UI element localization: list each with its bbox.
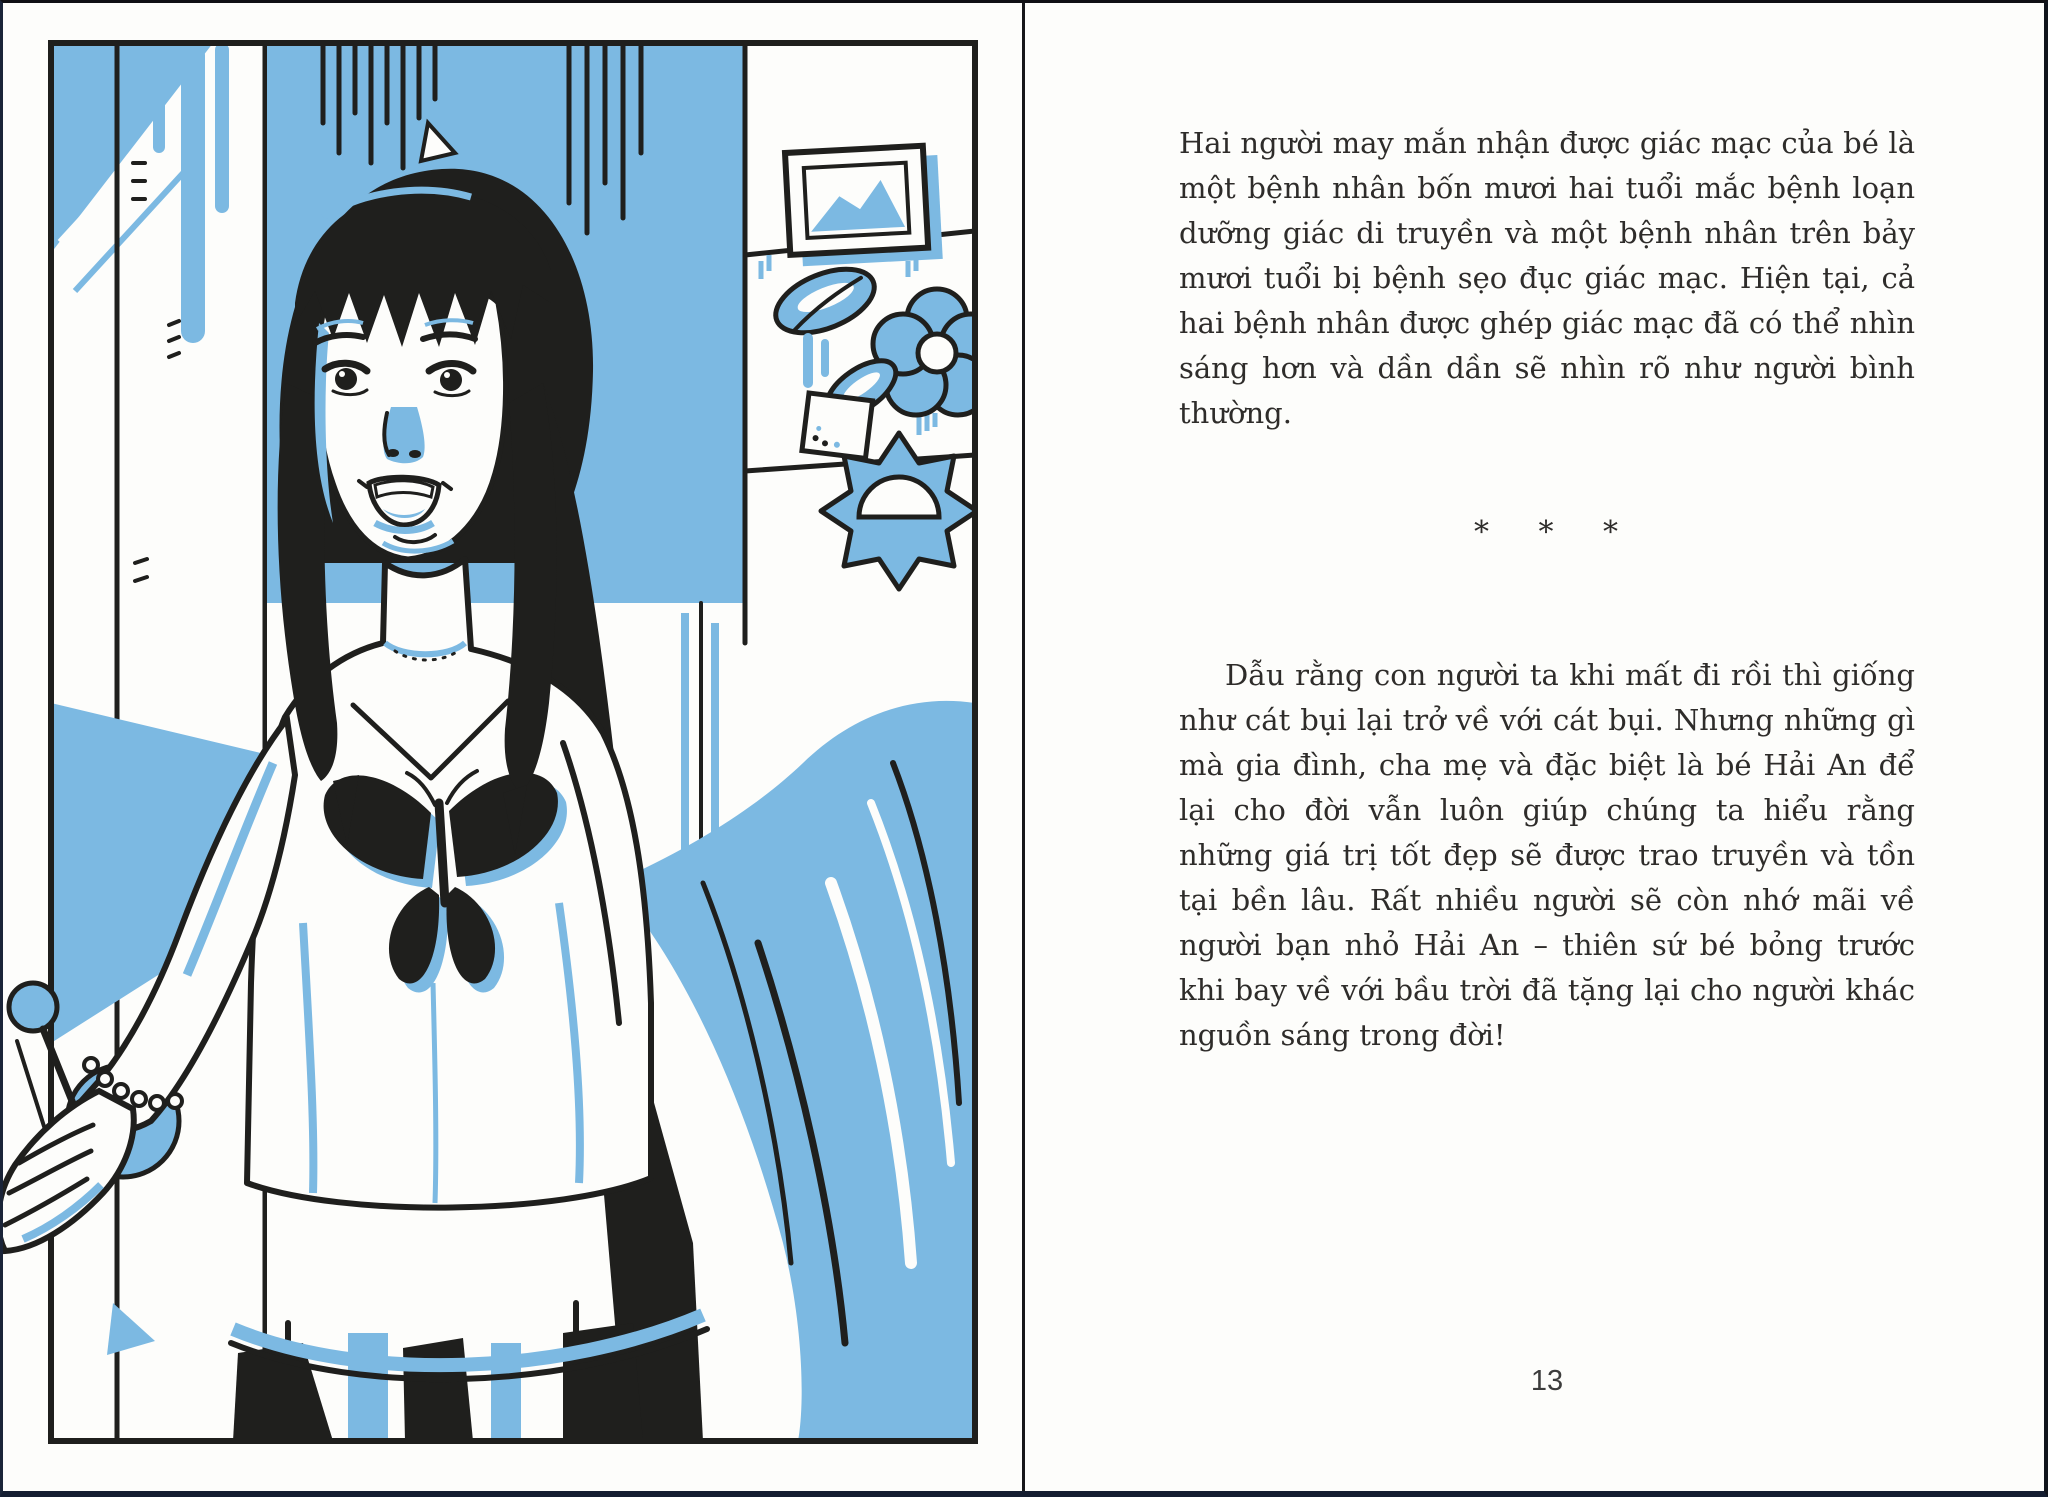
girl-nose [384, 407, 425, 463]
paragraph-2: Dẫu rằng con người ta khi mất đi rồi thì giống như cát bụi lại trở về với cát bụi. Nhưng những gì mà gia đình, cha mẹ và đặc biệt là bé Hải An để lại cho đời vẫn luôn giúp chúng ta hiểu rằng những giá trị tốt đẹp sẽ được trao truyền và tồn tại bền lâu. Rất nhiều người sẽ còn nhớ mãi về người bạn nhỏ Hải An – thiên sứ bé bỏng trước khi bay về với bầu trời đã tặng lại cho người khác nguồn sáng trong đời! [1179, 658, 1915, 1052]
text-column [1179, 121, 1915, 1058]
page-number: 13 [1530, 1365, 1564, 1397]
left-page [3, 3, 1022, 1491]
paragraph-1: Hai người may mắn nhận được giác mạc của bé là một bệnh nhân bốn mươi hai tuổi mắc bệnh loạn dưỡng giác di truyền và một bệnh nhân trên bảy mươi tuổi bị bệnh sẹo đục giác mạc. Hiện tại, cả hai bệnh nhân được ghép giác mạc đã có thể nhìn sáng hơn và dần dần sẽ nhìn rõ như người bình thường. [1179, 126, 1915, 430]
sun-icon [821, 433, 977, 589]
picture-frame-icon [785, 145, 943, 267]
note-icon [802, 393, 873, 458]
section-separator: * * * [1473, 515, 1621, 550]
illustration [3, 3, 1022, 1497]
right-page [1025, 3, 2044, 1491]
